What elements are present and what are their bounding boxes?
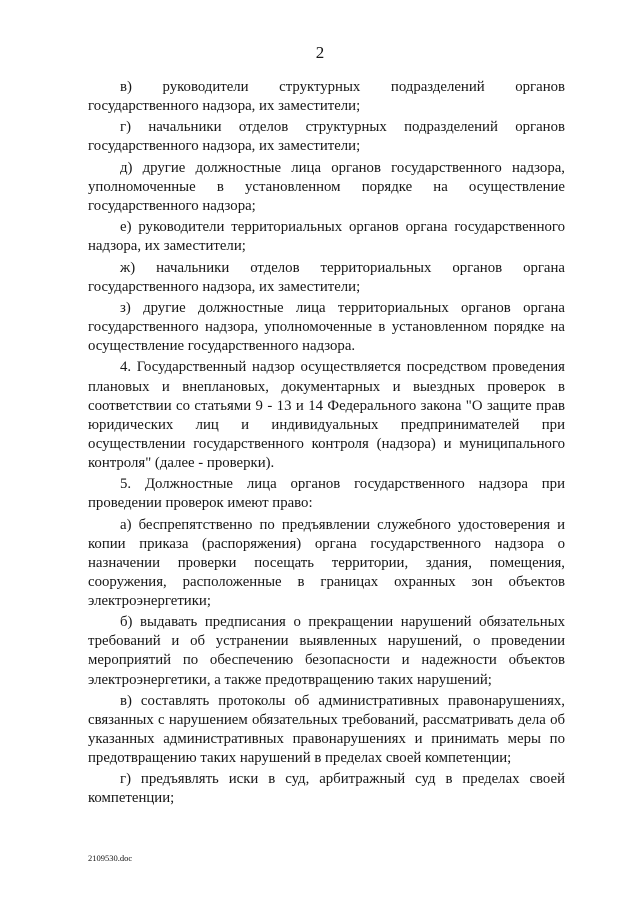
- paragraph-item-d: д) другие должностные лица органов государственного надзора, уполномоченные в установленном порядке на осуществление государственного надзора;: [88, 159, 565, 214]
- paragraph-item-e: е) руководители территориальных органов органа государственного надзора, их заместители;: [88, 219, 565, 255]
- paragraph-item-v2: в) составлять протоколы об административных правонарушениях, связанных с нарушением обязательных требований, рассматривать дела об указанных административных правонарушениях и принимать меры по предотвращению таких нарушений в пределах своей компетенции;: [88, 692, 565, 767]
- paragraph-item-g: г) начальники отделов структурных подразделений органов государственного надзора, их заместители;: [88, 119, 565, 155]
- paragraph-item-z: з) другие должностные лица территориальных органов органа государственного надзора, уполномоченные в установленном порядке на осуществление государственного надзора.: [88, 299, 565, 355]
- footer-file-name: 2109530.doc: [88, 853, 133, 863]
- paragraph-item-zh: ж) начальники отделов территориальных органов органа государственного надзора, их заместители;: [88, 259, 565, 295]
- paragraph-item-v: в) руководители структурных подразделений органов государственного надзора, их заместители;: [88, 79, 565, 115]
- paragraph-item-a: а) беспрепятственно по предъявлении служебного удостоверения и копии приказа (распоряжения) органа государственного надзора о назначении проверки посещать территории, здания, помещения, сооружения, расположенные в границах охранных зон объектов электроэнергетики;: [88, 516, 565, 609]
- paragraph-section-4: 4. Государственный надзор осуществляется посредством проведения плановых и внеплановых, документарных и выездных проверок в соответствии со статьями 9 - 13 и 14 Федерального закона "О защите прав юридических лиц и индивидуальных предпринимателей при осуществлении государственного контроля (надзора) и муниципального контроля" (далее - проверки).: [88, 359, 565, 471]
- paragraph-item-g2: г) предъявлять иски в суд, арбитражный суд в пределах своей компетенции;: [88, 771, 565, 807]
- document-body: [88, 78, 565, 811]
- paragraph-section-5: 5. Должностные лица органов государственного надзора при проведении проверок имеют право:: [88, 476, 565, 512]
- paragraph-item-b: б) выдавать предписания о прекращении нарушений обязательных требований и об устранении выявленных нарушений, о проведении мероприятий по обеспечению безопасности и надежности объектов электроэнергетики, а также предотвращению таких нарушений;: [88, 614, 565, 688]
- page-number: 2: [315, 43, 325, 62]
